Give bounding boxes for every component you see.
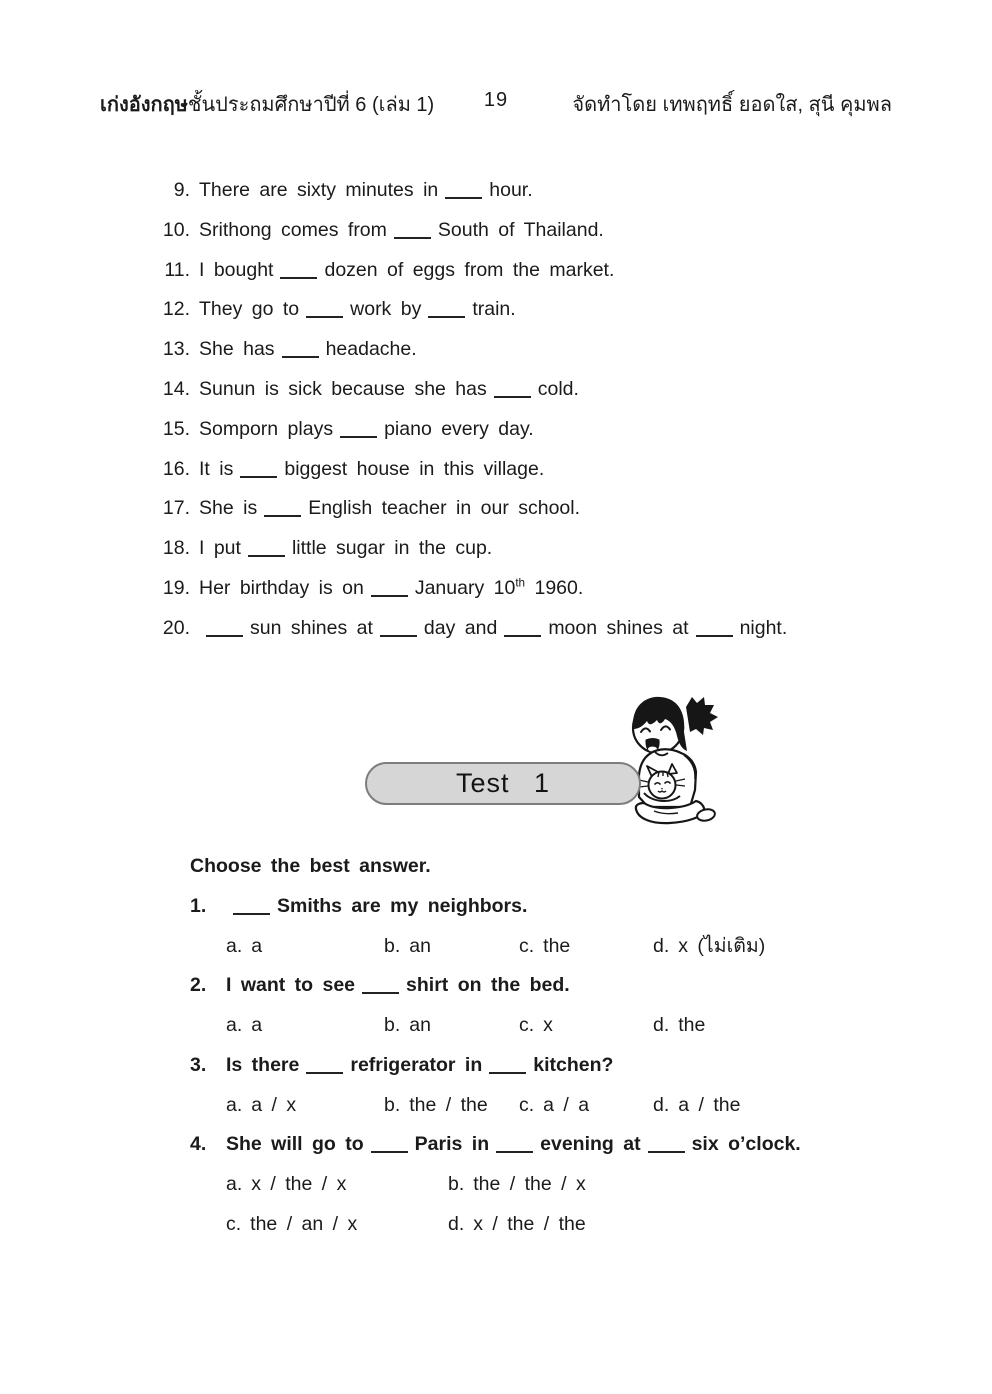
option-letter: b. [384,1093,401,1116]
exercise-item [140,370,920,410]
blank-line [248,541,285,557]
option [226,1165,448,1205]
ponytail [686,697,718,735]
question-text: She will go to Paris in evening at six o’clock. [226,1133,801,1156]
options-row [190,1086,910,1126]
blank-line [494,382,531,398]
exercise-item [140,450,920,490]
blank-line [428,302,465,318]
option-letter: b. [384,1014,401,1036]
option [226,927,384,967]
exercise-item [140,609,920,649]
question-row [190,966,910,1006]
option-letter: a. [226,1093,243,1116]
item-number: 12. [162,298,190,321]
exercise-item [140,290,920,330]
blank-line [306,302,343,318]
option [226,1006,384,1046]
item-number: 16. [162,457,190,480]
option [653,927,910,967]
option-text: x (ไม่เติม) [678,934,766,957]
blank-line [380,621,417,637]
item-number: 10. [162,218,190,241]
option [384,927,519,967]
question-text: Smiths are my neighbors. [226,887,527,927]
page-header [0,88,992,118]
options-row [190,1006,910,1046]
blank-line [445,183,482,199]
option [448,1205,910,1245]
option-letter: c. [226,1212,242,1235]
option-text: x [543,1014,553,1036]
option [653,1006,910,1046]
item-number: 9. [173,179,190,201]
option-text: a [251,934,263,957]
blank-line [489,1058,526,1074]
option-text: a / a [543,1093,590,1116]
blank-line [496,1137,533,1153]
exercise-item [140,330,920,370]
item-text: Srithong comes from South of Thailand. [199,218,604,241]
item-number: 11. [164,258,190,281]
item-number: 15. [162,417,190,440]
blank-line [340,422,377,438]
question-number: 3. [190,1053,207,1076]
blank-line [696,621,733,637]
option-letter: d. [653,934,670,957]
option-letter: c. [519,1093,535,1116]
blank-line [240,462,277,478]
option [226,1086,384,1126]
item-text: It is biggest house in this village. [199,457,545,480]
item-number: 19. [162,576,190,599]
blank-line [371,1137,408,1153]
option-text: a / the [678,1093,741,1116]
blank-line [371,581,408,597]
question-row [190,1125,910,1165]
item-text: She has headache. [199,338,417,361]
blank-line [362,978,399,994]
option-letter: d. [448,1212,465,1235]
question-text: Is there refrigerator in kitchen? [226,1053,614,1076]
exercise-item [140,569,920,609]
item-number: 20. [162,616,190,639]
option-text: the [678,1014,706,1036]
item-number: 13. [162,338,190,361]
blank-line [280,263,317,279]
options-row [190,1165,910,1205]
test-banner [365,762,641,805]
option-letter: d. [653,1093,670,1116]
item-text: Her birthday is on January 10th 1960. [199,576,584,599]
question-number: 2. [190,974,207,997]
blank-line [306,1058,343,1074]
options-row [190,1205,910,1245]
item-number: 14. [162,377,190,400]
option-text: an [409,1014,431,1036]
item-text: There are sixty minutes in hour. [199,179,533,201]
item-text: Sunun is sick because she has cold. [199,377,579,400]
option [384,1086,519,1126]
exercise-item [140,211,920,251]
option-text: a / x [251,1093,297,1116]
option-text: the / the [409,1093,488,1116]
option [226,1205,448,1245]
quiz-section [190,847,910,1245]
option-letter: b. [384,934,401,957]
option-letter: d. [653,1014,670,1036]
item-text: Somporn plays piano every day. [199,417,534,440]
option-letter: a. [226,1173,243,1195]
question-number: 1. [190,894,207,917]
option [519,1086,653,1126]
blank-line [394,223,431,239]
question-number: 4. [190,1133,207,1156]
cat-head [649,772,676,799]
option [519,1006,653,1046]
item-text: She is English teacher in our school. [199,497,581,520]
blank-line [648,1137,685,1153]
option-text: the / an / x [250,1212,358,1235]
blank-line [264,501,301,517]
option-text: x / the / x [251,1173,347,1195]
book-title-bold: เก่งอังกฤษ [100,94,188,116]
option-text: an [409,934,431,957]
option [653,1086,910,1126]
question-row [190,1046,910,1086]
option-letter: c. [519,1014,535,1036]
option [519,927,653,967]
page-number: 19 [483,89,509,111]
exercise-item [140,171,920,211]
item-text: They go to work by train. [199,298,516,321]
quiz-instruction: Choose the best answer. [190,855,431,877]
item-text: I put little sugar in the cup. [199,537,493,560]
blank-line [233,899,270,915]
option-letter: c. [519,934,535,957]
option-text: the [543,934,571,957]
options-row [190,927,910,967]
book-title-rest: ชั้นประถมศึกษาปีที่ 6 (เล่ม 1) [187,94,435,116]
option-letter: a. [226,934,243,957]
item-text: sun shines at day and moon shines at night. [199,609,787,649]
option-text: x / the / the [473,1212,586,1235]
exercise-item [140,251,920,291]
superscript: th [515,576,526,590]
exercise-item [140,489,920,529]
option-text: the / the / x [473,1173,586,1195]
item-text: I bought dozen of eggs from the market. [199,258,615,281]
option [384,1006,519,1046]
girl-holding-cat-illustration [618,686,720,830]
blank-line [206,621,243,637]
blank-line [282,342,319,358]
option-letter: b. [448,1173,465,1195]
question-row [190,887,910,927]
item-number: 17. [162,497,190,520]
fill-in-items [140,171,920,649]
item-number: 18. [162,537,190,560]
option [448,1165,910,1205]
question-text: I want to see shirt on the bed. [226,974,570,997]
option-text: a [251,1014,263,1036]
blank-line [504,621,541,637]
test-banner-label: Test 1 [455,768,551,798]
exercise-item [140,529,920,569]
credit-line: จัดทำโดย เทพฤทธิ์ ยอดใส, สุนี คุมพล [572,94,892,116]
exercise-item [140,410,920,450]
option-letter: a. [226,1014,243,1036]
